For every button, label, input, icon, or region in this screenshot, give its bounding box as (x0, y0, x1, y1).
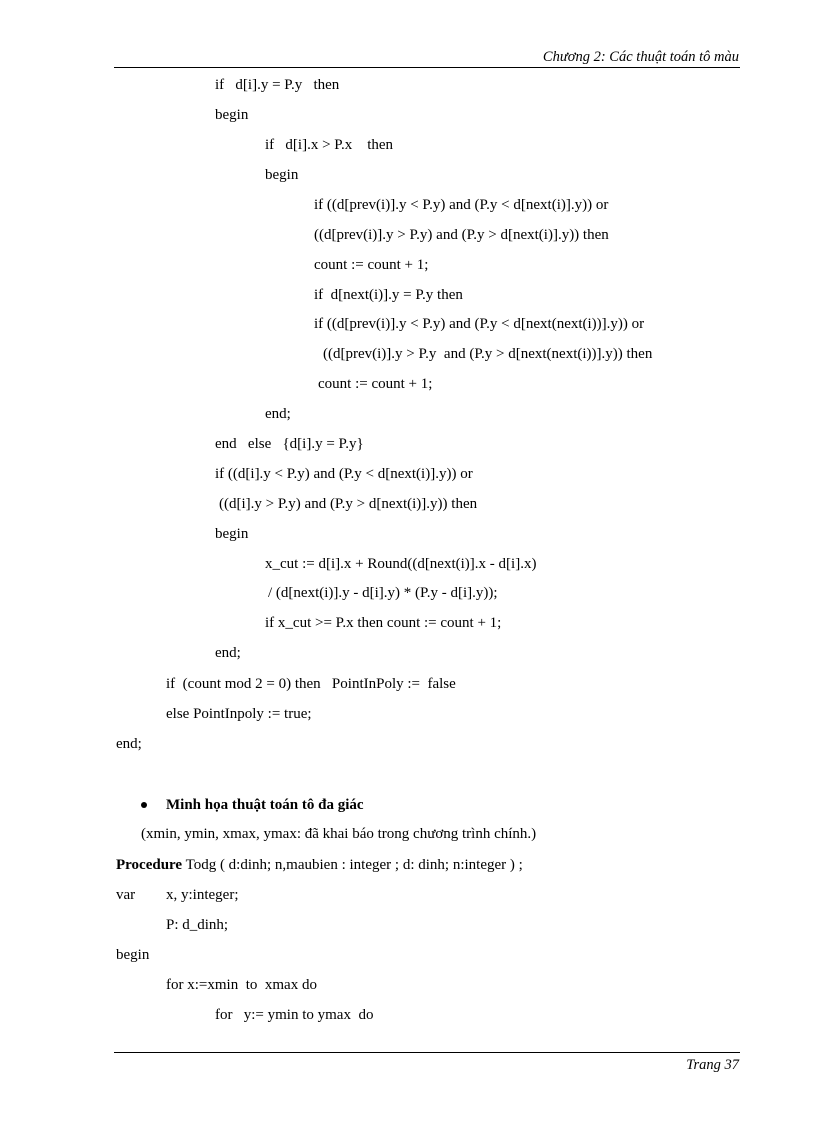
code-line: if d[i].x > P.x then (265, 137, 394, 153)
code-line: count := count + 1; (318, 376, 433, 392)
code-line: if (count mod 2 = 0) then PointInPoly := false (166, 676, 456, 692)
code-line: if x_cut >= P.x then count := count + 1; (265, 615, 502, 631)
code-line: for y:= ymin to ymax do (215, 1007, 374, 1023)
code-line: if d[next(i)].y = P.y then (314, 287, 463, 303)
code-line: end; (116, 736, 142, 752)
procedure-signature: Todg ( d:dinh; n,maubien : integer ; d: dinh; n:integer ) ; (182, 857, 523, 873)
code-line: x, y:integer; (166, 887, 239, 903)
code-line: end else {d[i].y = P.y} (215, 436, 364, 452)
code-line: ((d[prev(i)].y > P.y) and (P.y > d[next(i)].y)) then (314, 227, 609, 243)
procedure-declaration (116, 856, 523, 874)
code-line: / (d[next(i)].y - d[i].y) * (P.y - d[i].y)); (268, 585, 498, 601)
code-line: x_cut := d[i].x + Round((d[next(i)].x - d[i].x) (265, 556, 537, 572)
procedure-keyword: Procedure (116, 857, 183, 873)
code-line: P: d_dinh; (166, 917, 229, 933)
code-line: if d[i].y = P.y then (215, 77, 340, 93)
code-line: var (116, 887, 136, 903)
page-header-title: Chương 2: Các thuật toán tô màu (542, 49, 739, 65)
code-line: begin (215, 107, 249, 123)
code-line: for x:=xmin to xmax do (166, 977, 317, 993)
code-line: if ((d[prev(i)].y < P.y) and (P.y < d[next(i)].y)) or (314, 197, 609, 213)
code-line: begin (116, 947, 150, 963)
code-line: begin (215, 526, 249, 542)
footer-rule (114, 1052, 740, 1053)
bullet-icon (141, 802, 147, 808)
header-rule (114, 67, 740, 68)
code-line: if ((d[prev(i)].y < P.y) and (P.y < d[next(next(i))].y)) or (314, 316, 645, 332)
code-line: end; (265, 406, 291, 422)
section-note: (xmin, ymin, xmax, ymax: đã khai báo trong chương trình chính.) (141, 826, 537, 842)
section-heading: Minh họa thuật toán tô đa giác (166, 797, 364, 813)
code-line: else PointInpoly := true; (166, 706, 312, 722)
code-line: if ((d[i].y < P.y) and (P.y < d[next(i)].y)) or (215, 466, 473, 482)
code-line: count := count + 1; (314, 257, 429, 273)
code-line: ((d[prev(i)].y > P.y and (P.y > d[next(next(i))].y)) then (323, 346, 653, 362)
code-line: begin (265, 167, 299, 183)
code-line: end; (215, 645, 241, 661)
page-number: Trang 37 (686, 1057, 739, 1073)
code-line: ((d[i].y > P.y) and (P.y > d[next(i)].y)) then (219, 496, 478, 512)
